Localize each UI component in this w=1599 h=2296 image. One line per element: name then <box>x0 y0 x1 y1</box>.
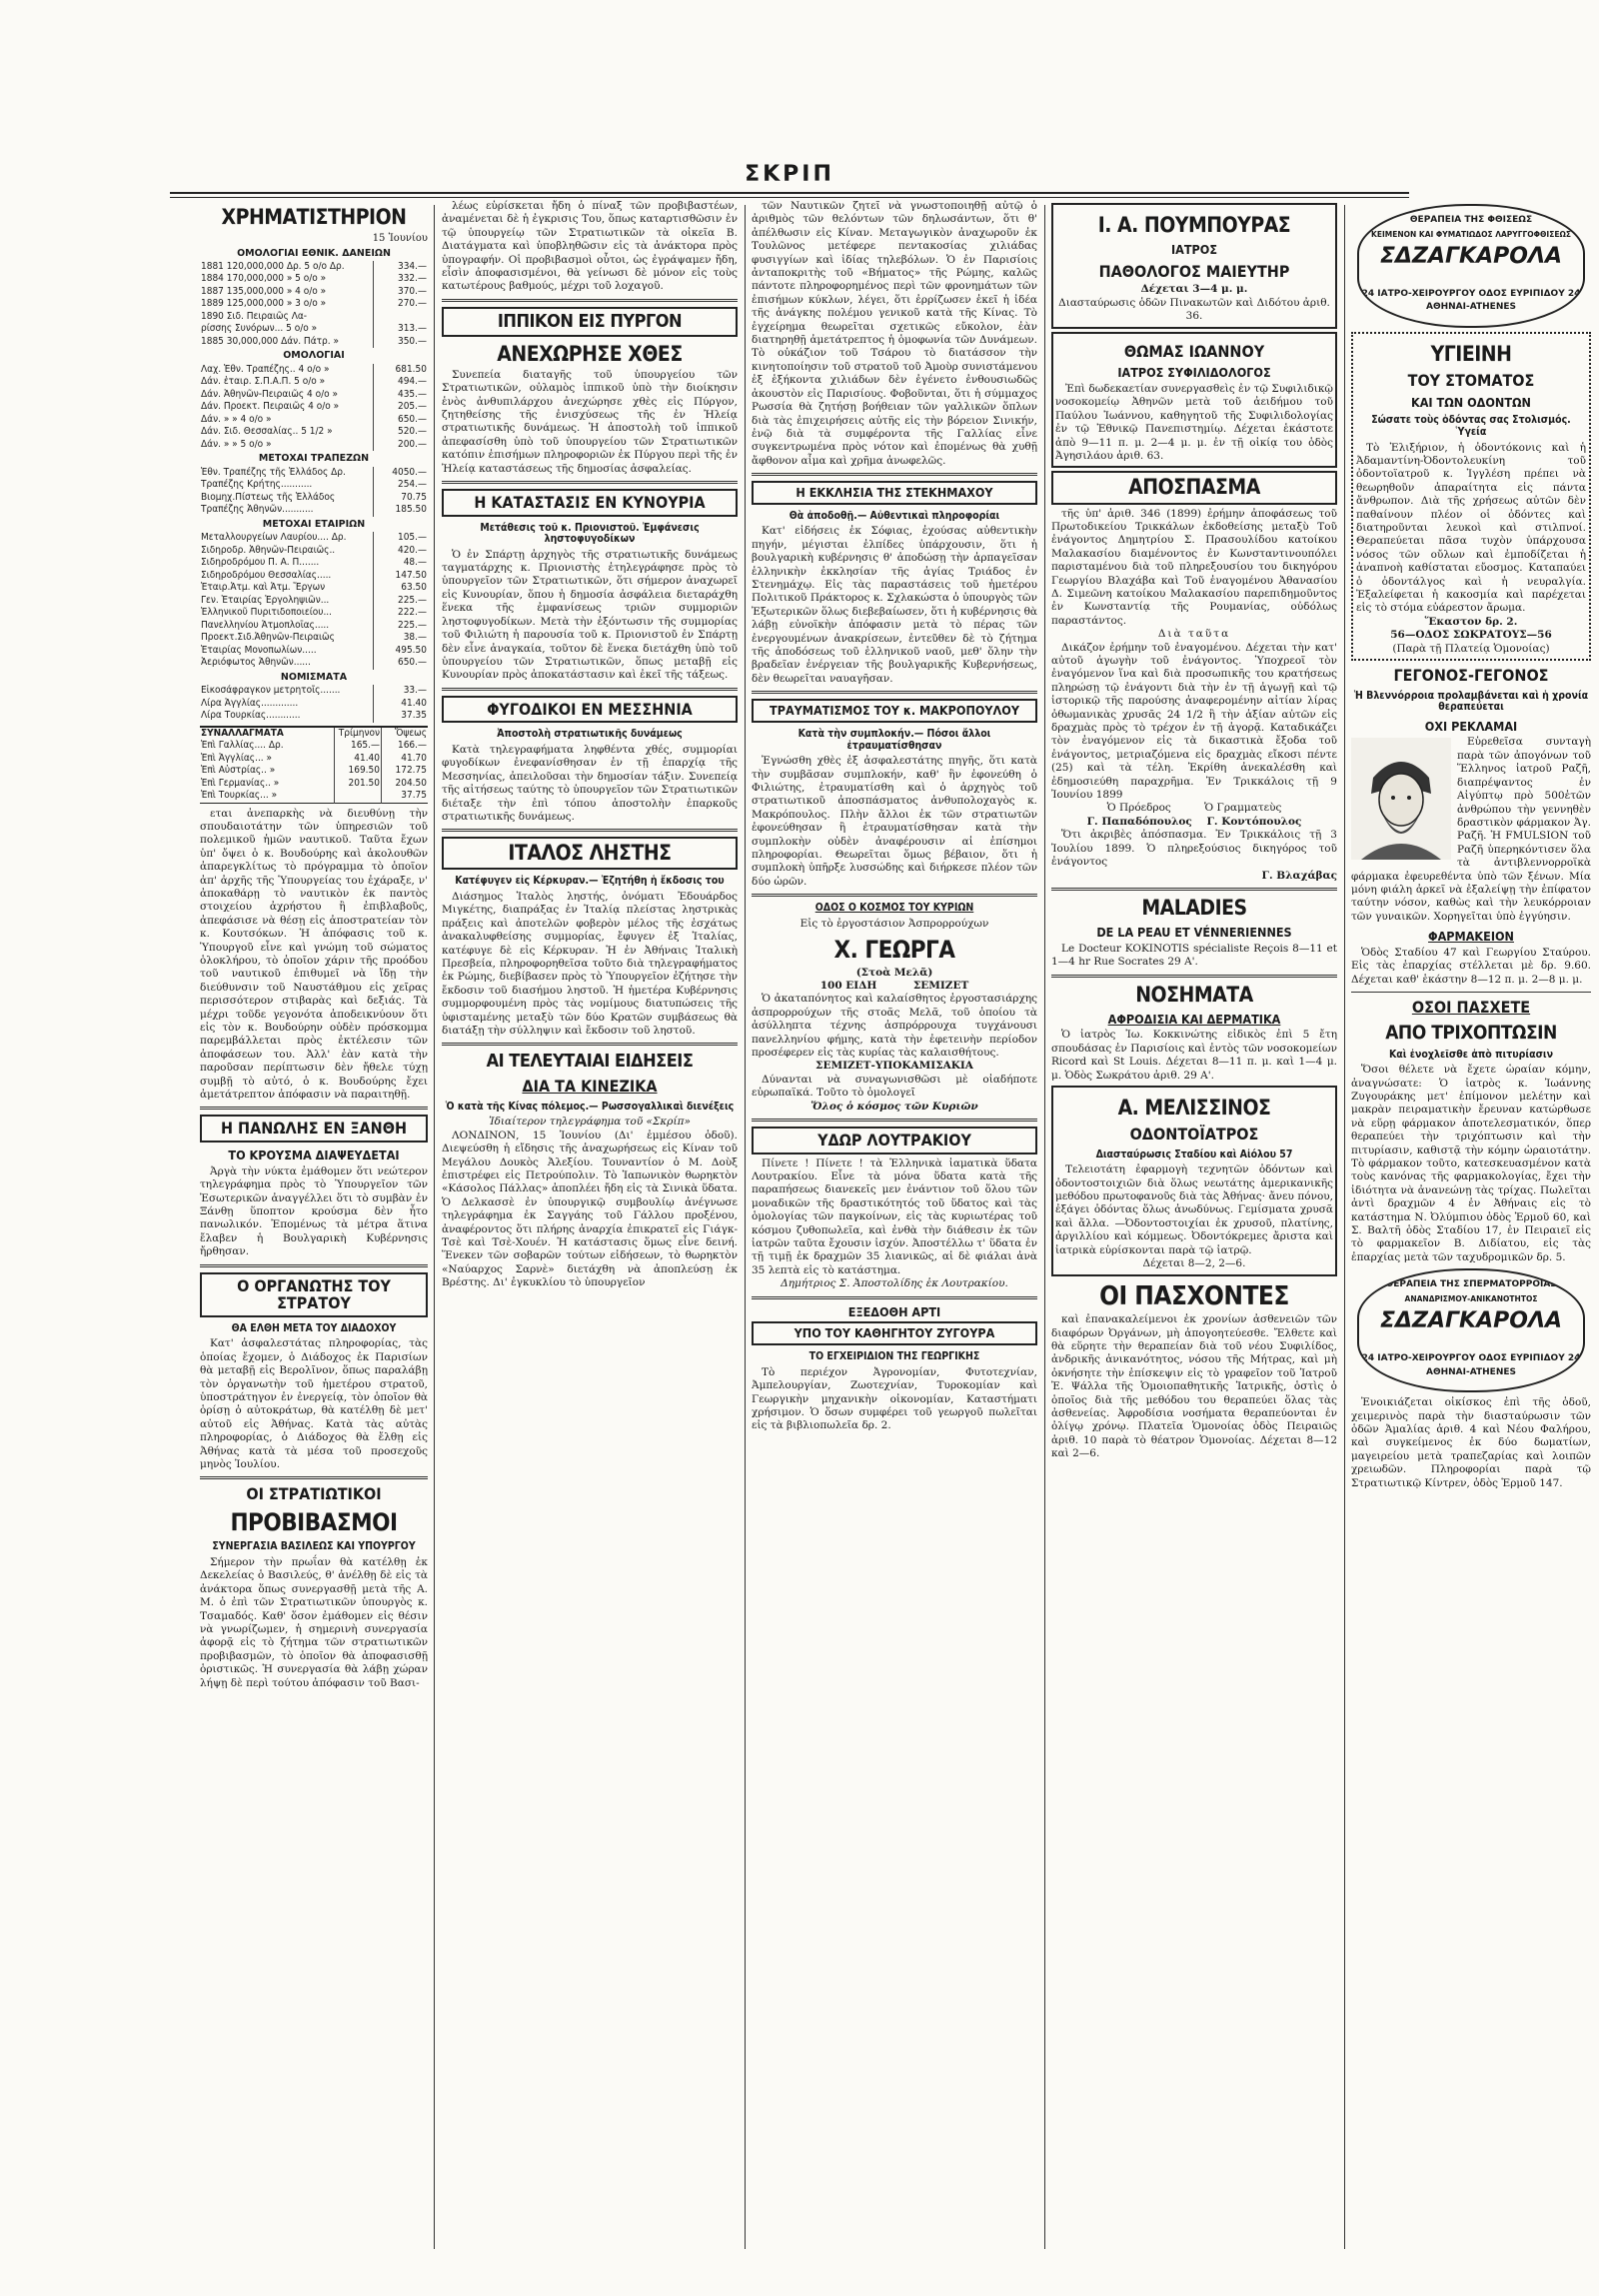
table-label: Τραπέζης Ἀθηνῶν........... <box>201 504 314 516</box>
georgas-text-2: Δύνανται νὰ συναγωνισθῶσι μὲ οἰαδήποτε εὐρωπαϊκά. Τοῦτο τὸ ὁμολογεῖ <box>752 1073 1037 1100</box>
water-text: Πίνετε ! Πίνετε ! τὰ Ἑλληνικὰ ἰαματικὰ ὕδατα Λουτρακίου. Εἶνε τὰ μόνα ὕδατα κατὰ τῆς παραπήσεως διανεκεῖς μεν ἐνάντιον τοῦ ὅλου τῶν μοναδικῶν τῆς δραστικότητός τοῦ ὕδατος καὶ τὰς ὁμολογίας τῶν παγκοίνων, εἰς τὰς κυριωτέρας τοῦ κόσμου ζυθοπωλεῖα, καὶ ἐνθὰ τὴν διάθεσιν ἐκ τῶν ἰατρῶν ταῦτα ἔχουσιν ἰσχύν. Ἀποστέλλω τ' ὕδατα ἐν τῇ τιμῇ ἐκ δραχμῶν 35 λιανικῶς, αἱ δὲ φιάλαι ἀνὰ 35 λεπτὰ εἰς τὸ κατάστημα. <box>752 1156 1037 1276</box>
table-row <box>200 286 428 299</box>
table-row <box>200 645 428 658</box>
table-label: Ἐπὶ Ἀγγλίας... » <box>201 752 273 764</box>
maladies-heading: MALADIES <box>1141 895 1247 920</box>
georgas-items: 100 ΕΙΔΗ ΣΕΜΙΖΕΤ <box>819 979 969 992</box>
table-row <box>200 632 428 645</box>
table-row <box>200 467 428 480</box>
hygiene-heading-3: ΚΑΙ ΤΩΝ ΟΔΟΝΤΩΝ <box>1411 394 1531 410</box>
italos-subheading: Κατέφυγεν εἰς Κέρκυραν.— Ἐζητήθη ἡ ἔκδοσις του <box>455 875 725 888</box>
doctor-1-name: Ι. Α. ΠΟΥΜΠΟΥΡΑΣ <box>1097 213 1291 237</box>
georgas-place: (Στοὰ Μελᾶ) <box>855 966 933 979</box>
table-value: 222.— <box>374 607 429 620</box>
table-label: Τραπέζης Κρήτης........... <box>201 479 313 491</box>
masthead <box>170 160 1409 200</box>
table-row <box>200 753 428 766</box>
extract-text: τῆς ὑπ' ἀριθ. 346 (1899) ἐρήμην ἀποφάσεως τοῦ Πρωτοδικείου Τρικκάλων ἐκδοθείσης μεταξὺ Τοῦ ἐνάγοντος Δημητρίου Σ. Πρασουλίδου κατοίκου Μαλακασίου διαμένοντος ἐν Κωνσταντινουπόλει παρισταμένου διὰ τοῦ πληρεξουσίου του δικηγόρου Γεωργίου Βλαχάβα καὶ Τοῦ ἐναγομένου Ἀθανασίου Δ. Σιμεῶνη κατοίκου Μαλακασίου παρεπιδημοῦντος ἐν Κωνσταντίᾳ τῆς Ρουμανίας, οὐδόλως παραστάντος. <box>1051 507 1337 627</box>
table-label: Ἑλληνικοῦ Πυριτιδοποιείου... <box>201 607 333 619</box>
companies-heading: ΜΕΤΟΧΑΙ ΕΤΑΙΡΙΩΝ <box>262 518 366 530</box>
fact-pharmacy: ΦΑΡΜΑΚΕΙΟΝ <box>1428 929 1514 945</box>
table-label: Λαχ. Ἐθν. Τραπέζης.. 4 ο/ο » <box>201 363 330 375</box>
published-subtitle: ΤΟ ΕΓΧΕΙΡΙΔΙΟΝ ΤΗΣ ΓΕΩΡΓΙΚΗΣ <box>808 1350 980 1363</box>
seal-2-sub: ΑΝΑΝΔΡΙΣΜΟΥ-ΑΝΙΚΑΝΟΤΗΤΟΣ <box>1404 1294 1538 1304</box>
published-text: Τὸ περιέχον Ἀγρονομίαν, Φυτοτεχνίαν, Ἀμπελουργίαν, Ζωοτεχνίαν, Τυροκομίαν καὶ Γεωργικὴν μηχανικὴν οἰκονομίαν, Καταστήματι χρήσιμον. Ὁ ὅσων συμφέρει τοῦ γεωργοῦ πωλεῖται εἰς τὰ βιβλιοπωλεῖα δρ. 2. <box>752 1365 1037 1432</box>
table-label: Βιομηχ.Πίστεως τῆς Ἑλλάδος <box>201 491 336 503</box>
messinia-heading: ΦΥΓΟΔΙΚΟΙ ΕΝ ΜΕΣΣΗΝΙΑ <box>442 696 738 724</box>
wound-heading: ΤΡΑΥΜΑΤΙΣΜΟΣ ΤΟΥ κ. ΜΑΚΡΟΠΟΥΛΟΥ <box>752 699 1037 723</box>
table-row <box>200 778 428 791</box>
table-value: 63.50 <box>374 582 429 595</box>
table-value: 41.70 <box>382 753 429 766</box>
table-value: 165.— <box>335 740 382 753</box>
church-heading: Η ΕΚΚΛΗΣΙΑ ΤΗΣ ΣΤΕΚΗΜΑΧΟΥ <box>752 481 1037 505</box>
hygiene-heading-2: ΤΟΥ ΣΤΟΜΑΤΟΣ <box>1407 371 1535 391</box>
table-row <box>200 426 428 439</box>
table-label: Δάν. Ἀθηνῶν-Πειραιῶς 4 ο/ο » <box>201 388 339 400</box>
extract-signature-1: Ὁ Πρόεδρος Ὁ Γραμματεὺς <box>1106 802 1282 815</box>
table-row <box>200 323 428 336</box>
table-value: 334.— <box>374 261 429 274</box>
column-divider <box>745 205 746 2249</box>
promotions-heading-1: ΟΙ ΣΤΡΑΤΙΩΤΙΚΟΙ <box>246 1484 382 1504</box>
extract-dia: Διὰ ταῦτα <box>1157 628 1231 641</box>
table-row <box>200 401 428 414</box>
dentist-ad <box>1051 1086 1337 1275</box>
extract-signature-2: Γ. Παπαδόπουλος Γ. Κοντόπουλος <box>1086 815 1302 828</box>
kynouria-heading: Η ΚΑΤΑΣΤΑΣΙΣ ΕΝ ΚΥΝΟΥΡΙΑ <box>442 489 738 517</box>
table-label: Δάν. Σιδ. Θεσσαλίας.. 5 1/2 » <box>201 426 333 438</box>
table-label: Λίρα Τουρκίας............ <box>201 710 301 722</box>
table-value: 313.— <box>374 323 429 336</box>
water-signature: Δημήτριος Σ. Ἀποστολίδης ἐκ Λουτρακίου. <box>781 1277 1008 1290</box>
extract-signature-3: Γ. Βλαχάβας <box>1261 869 1337 882</box>
table-label: 1885 30,000,000 Δάν. Πάτρ. » <box>201 335 339 347</box>
messinia-text: Κατὰ τηλεγραφήματα ληφθέντα χθές, συμμορίαι φυγοδίκων ἐνεφανίσθησαν ἐν τῇ ἐπαρχίᾳ τῆς Μεσσηνίας, ἀπειλοῦσαι τὴν δημοσίαν τάξιν. Συνεπείᾳ τῆς αἰτήσεως ταύτης τὸ ὑπουργεῖον τῶν Στρατιωτικῶν διέταξε τὴν ἐπὶ τόπου ἀποστολὴν ἐπαρκοῦς στρατιωτικῆς δυνάμεως. <box>442 743 738 823</box>
nosimata-subheading: ΑΦΡΟΔΙΣΙΑ ΚΑΙ ΔΕΡΜΑΤΙΚΑ <box>1107 1011 1281 1027</box>
table-value: 420.— <box>374 545 429 558</box>
table-row <box>200 790 428 803</box>
table-row <box>200 261 428 274</box>
pyrgos-text: Συνεπεία διαταγῆς τοῦ ὑπουργείου τῶν Στρατιωτικῶν, οὐλαμὸς ἱππικοῦ ὑπὸ τὴν διοίκησιν ἑνὸς ἀνθυπιλάρχου ἀνεχώρησε χθὲς εἰς Πύργον, ζητηθείσης τῆς ἐνισχύσεως τῆς ἐν Ἠλείᾳ στρατιωτικῆς δυνάμεως. Ἡ ἀποστολὴ τοῦ ἱππικοῦ ἀπεφασίσθη ὑπὸ τοῦ ὑπουργείου τῶν Στρατιωτικῶν κατόπιν ἐπισήμων πληροφοριῶν ἐκ Πύργου περὶ τῆς ἐν Ἠλείᾳ καταστάσεως τῆς δημοσίας ἀσφαλείας. <box>442 368 738 475</box>
masthead-title: ΣΚΡΙΠ <box>745 162 834 187</box>
table-value <box>374 311 429 324</box>
extract-text-2: Δικάζον ἐρήμην τοῦ ἐναγομένου. Δέχεται τὴν κατ' αὐτοῦ ἀγωγὴν τοῦ ἐνάγοντος. Ὑποχρεοῖ τὸν ἐναγόμενον ἵνα καὶ διὰ προσωπικῆς του κρατήσεως πληρώσῃ τῷ ἐνάγοντι διὰ τὴν ἐν τῇ ἀγωγῇ καὶ τῷ ἱστορικῷ τῆς παρούσης ἀναφερομένην αἰτίαν λίρας ὀθωμανικὰς χρυσᾶς 24 1/2 ἢ τὴν ἀξίαν αὐτῶν εἰς δραχμὰς πρὸς τὸ τρέχον ἐν τῇ ἀγορᾷ. Καταδικάζει τὸν ἐναγόμενον εἰς τὰ δικαστικὰ ἔξοδα τοῦ ἐνάγοντος, μετριαζόμενα εἰς δραχμὰς εἴκοσι πέντε (25) καὶ τὰ τέλη. Ἐκρίθη ἀνεκαλέσθη καὶ ἐδημοσιεύθη παραχρῆμα. Ἐν Τρικκάλοις τῇ 9 Ἰουνίου 1899 <box>1051 641 1337 802</box>
table-label: 1889 125,000,000 » 3 ο/ο » <box>201 298 327 310</box>
table-value: 33.— <box>374 685 429 698</box>
table-value: 4050.— <box>374 467 429 480</box>
dentist-title: ΟΔΟΝΤΟΪΑΤΡΟΣ <box>1129 1125 1259 1145</box>
seal-2-name: ΣΔΖΑΓΚΑΡΟΛΑ <box>1379 1308 1562 1334</box>
table-label: Ἑταιρ.Ἀτμ. καὶ Ἀτμ. Ἔργων <box>201 582 326 594</box>
table-value: 169.50 <box>335 765 382 778</box>
table-value: 105.— <box>374 532 429 545</box>
table-label: Δάν. ἑταιρ. Σ.Π.Α.Π. 5 ο/ο » <box>201 376 326 388</box>
kynouria-subheading: Μετάθεσις τοῦ κ. Πριονιστοῦ. Ἐμφάνεσις ληστοφυγοδίκων <box>480 521 700 546</box>
seal-2-bottom: 24 ΙΑΤΡΟ-ΧΕΙΡΟΥΡΓΟΥ ΟΔΟΣ ΕΥΡΙΠΙΔΟΥ 24 ΑΘΗΝΑΙ-ATHENES <box>1361 1353 1581 1377</box>
table-value: 147.50 <box>374 570 429 583</box>
doctor-1-address: Διασταύρωσις ὁδῶν Πινακωτῶν καὶ Διδότου ἀριθ. 36. <box>1058 296 1330 323</box>
doctor-1-hours: Δέχεται 3—4 μ. μ. <box>1140 283 1248 296</box>
pyrgos-heading-2: ΑΝΕΧΩΡΗΣΕ ΧΘΕΣ <box>497 341 683 366</box>
dentist-text: Τελειοτάτη ἐφαρμογὴ τεχνητῶν ὀδόντων καὶ ὀδοντοστοιχιῶν διὰ ὅλως νεωτάτης ἀμερικανικῆς μεθόδου πρωτοφανοῦς διὰ τὰς Ἀθήνας· ἄνευ πόνου, ἐξάγει ὀδόντας ὅλως ἀνωδύνως. Γεμίσματα χρυσᾶ καὶ ἄλλα. —Ὀδοντοστοιχίαι ἐκ χρυσοῦ, πλατίνης, ἀργιλλίου καὶ κόμμεως. Ὀδοντόκρεμες ἄριστα καὶ ἰατρικὰ εὑρίσκονται παρὰ τῷ ἰατρῷ. <box>1055 1163 1333 1256</box>
fact-no-ads: ΟΧΙ ΡΕΚΛΑΜΑΙ <box>1424 718 1518 734</box>
fact-heading: ΓΕΓΟΝΟΣ-ΓΕΓΟΝΟΣ <box>1393 666 1549 686</box>
exchange-header: Ὄψεως <box>382 727 429 741</box>
table-row <box>200 570 428 583</box>
georgas-top: ΟΔΟΣ Ο ΚΟΣΜΟΣ ΤΟΥ ΚΥΡΙΩΝ <box>814 902 974 915</box>
column-divider <box>434 205 435 2249</box>
column-2 <box>442 200 738 2254</box>
doctor-1-ad <box>1051 203 1337 329</box>
table-value: 225.— <box>374 595 429 608</box>
china-continued: τῶν Ναυτικῶν ζητεῖ νὰ γνωστοποιηθῇ αὐτῷ ὁ ἀριθμὸς τῶν θελόντων τῶν δηλωσάντων, ὅτι θ' ἀπέλθωσιν εἰς Κίναν. Μεταγωγικὸν ἀναχωροῦν ἐκ Τουλῶνος μετέφερε πεντακοσίας χιλιάδας φυσιγγίων καὶ ἱδίας τηλεβόλων. Ὁ ἐν Παρισίοις ἀνταποκριτὴς τοῦ «Βήματος» τῆς Ρώμης, καλῶς πάντοτε πληροφορημένος περὶ τῶν φρονημάτων τῶν ἐπισήμων κύκλων, λέγει, ὅτι ἐρρίζωσεν ἐκεῖ ἡ ἰδέα τῆς ἀνάγκης πολέμου γενικοῦ κατὰ τῆς Κίνας. Τὸ ἐγχείρημα θεωρεῖται σχετικῶς εὔκολον, ἐὰν διατηρηθῇ ἀμετάτρεπτος ἡ ὁμοφωνία τῶν Δυνάμεων. Τὸ οὐκάζιον τοῦ Τσάρου τὸ διατάσσον τὴν κινητοποίησιν τοῦ στρατοῦ τοῦ Ἀμοὺρ συνιστάμενου ἐξ ἑξήκοντα χιλιάδων δὲν ἐγένετο ἐνθουσιωδῶς ἀκουστὸν εἰς Παρισίους. Φοβοῦνται, ὅτι ἡ σύμμαχος Ρωσσία θὰ ζητήσῃ βοήθειαν τῶν γαλλικῶν ὅπλων διὰ τὰς ἐπιχειρήσεις αὐτῆς εἰς τὴν βόρειον Σινικήν, ἐνῷ διὰ τὰ συμφέροντα τῆς Γαλλίας εἶνε συγκεντρωμένα πρὸς νότον καὶ ἐπομένως θὰ χυθῇ ἄφθονον αἷμα καὶ χρῆμα ἀνωφελῶς. <box>752 200 1037 467</box>
published-heading: ΕΞΕΔΟΘΗ ΑΡΤΙ <box>847 1303 941 1319</box>
table-label: Προεκτ.Σιδ.Ἀθηνῶν-Πειραιῶς <box>201 632 335 644</box>
table-label: 1881 120,000,000 Δρ. 5 ο/ο Δρ. <box>201 260 345 272</box>
table-value: 650.— <box>374 657 429 670</box>
news-heading-1: ΑΙ ΤΕΛΕΥΤΑΙΑΙ ΕΙΔΗΣΕΙΣ <box>486 1051 694 1073</box>
table-row <box>200 740 428 753</box>
zagkarola-seal-1 <box>1357 204 1585 328</box>
table-label: Πανελληνίου Ἀτμοπλοΐας..... <box>201 619 330 631</box>
table-row <box>200 298 428 311</box>
table-label: Ἐπὶ Γερμανίας.. » <box>201 777 280 789</box>
table-label: Γεν. Ἑταιρίας Ἐργοληψιῶν... <box>201 594 330 606</box>
bourse-date: 15 Ἰουνίου <box>372 233 428 245</box>
hair-subheading: Καὶ ἐνοχλεῖσθε ἀπὸ πιτυρίασιν <box>1388 1048 1554 1061</box>
hair-heading-2: ΑΠΟ ΤΡΙΧΟΠΤΩΣΙΝ <box>1385 1021 1557 1044</box>
table-value: 435.— <box>374 389 429 402</box>
table-label: Μεταλλουργείων Λαυρίου.... Δρ. <box>201 532 347 544</box>
column-divider <box>1044 205 1045 2249</box>
table-row <box>200 698 428 711</box>
extract-heading: ΑΠΟΣΠΑΣΜΑ <box>1051 471 1337 504</box>
table-value: 350.— <box>374 336 429 349</box>
army-subheading: ΘΑ ΕΛΘΗ ΜΕΤΑ ΤΟΥ ΔΙΑΔΟΧΟΥ <box>231 1321 397 1334</box>
column-3 <box>752 200 1037 2254</box>
table-row <box>200 532 428 545</box>
table-label: Δάν. » » 4 ο/ο » <box>201 413 272 425</box>
table-label: ρίσσης Συνόρων... 5 ο/ο » <box>201 323 318 335</box>
dentist-name: Α. ΜΕΛΙΣΣΙΝΟΣ <box>1117 1096 1271 1121</box>
table-label: 1890 Σιδ. Πειραιῶς Λα- <box>201 310 308 322</box>
table-row <box>200 557 428 570</box>
messinia-subheading: Ἀποστολὴ στρατιωτικῆς δυνάμεως <box>497 728 683 741</box>
fact-address: Ὁδὸς Σταδίου 47 καὶ Γεωργίου Σταύρου. Εἰς τὰς ἐπαρχίας στέλλεται μὲ δρ. 9.60. Δέχεται καθ' ἑκάστην 8—12 π. μ. 2—8 μ. μ. <box>1351 946 1591 986</box>
xanthi-text: Ἀργὰ τὴν νύκτα ἐμάθομεν ὅτι νεώτερον τηλεγράφημα πρὸς τὸ Ὑπουργεῖον τῶν Ἐσωτερικῶν ἀναγγέλλει ὅτι τὸ συμβὰν ἐν Ξάνθῃ ὕποπτον κρούσμα δὲν ἦτο πανωλικόν. Ἐπομένως τὰ μέτρα ἅτινα ἔλαβεν ἡ Βουλγαρικὴ Κυβέρνησις ἤρθησαν. <box>200 1164 428 1258</box>
church-text: Κατ' εἰδήσεις ἐκ Σόφιας, ἐχούσας αὐθεντικὴν πηγήν, μέγισται ἐλπίδες ὑπάρχουσιν, ὅτι ἡ βουλγαρικὴ κυβέρνησις θ' ἀποδώσῃ τὴν ἁρπαγεῖσαν ἑλληνικὴν ἐκκλησίαν τῆς ἁγίας Τριάδος ἐν Στενημάχῳ. Εἰς τὰς παραστάσεις τοῦ ἡμετέρου Πολιτικοῦ Πράκτορος κ. Σχλακώστα ὁ ὑπουργὸς τῶν Ἐξωτερικῶν ὅλως διεβεβαίωσεν, ὅτι ἡ κυβέρνησις θὰ λάβῃ εὐνοϊκὴν ἀπόφασιν μετὰ τὸ πέρας τῶν ἐνεργουμένων ἀνακρίσεων, ἐντεῦθεν δὲ τὸ ζήτημα τῆς ἀποδόσεως τοῦ ἑλληνικοῦ ναοῦ, μεθ' ὅλην τὴν βραδεῖαν ἐνέργειαν τῆς βουλγαρικῆς Κυβερνήσεως, δὲν θεωρεῖται ναυαγῆσαν. <box>752 525 1037 685</box>
table-row <box>200 685 428 698</box>
dentist-address: Διασταύρωσις Σταδίου καὶ Αἰόλου 57 <box>1095 1148 1293 1160</box>
banks-heading: ΜΕΤΟΧΑΙ ΤΡΑΠΕΖΩΝ <box>258 453 370 465</box>
doctor-2-title: ΙΑΤΡΟΣ ΣΥΦΙΛΙΔΟΛΟΓΟΣ <box>1117 365 1271 381</box>
army-text: Κατ' ἀσφαλεστάτας πληροφορίας, τὰς ὁποίας ἔχομεν, ὁ Διάδοχος ἐκ Παρισίων θὰ μεταβῇ εἰς Βερολῖνον, ὅπως παραλάβῃ τὸν ὀργανωτὴν τοῦ ἡμετέρου στρατοῦ, ὑποστράτηγον ἐν ἐνεργείᾳ, τὸν ὁποῖον θὰ ὁρίσῃ ὁ αὐτοκράτωρ, θὰ κατέλθῃ δὲ μετ' αὐτοῦ εἰς Ἀθήνας. Κατὰ τὰς αὐτὰς πληροφορίας, ὁ Διάδοχος θὰ ἔλθῃ εἰς Ἀθήνας κατὰ τὰ μέσα τοῦ προσεχοῦς μηνὸς Ἰουλίου. <box>200 1337 428 1471</box>
news-heading-2: ΔΙΑ ΤΑ ΚΙΝΕΖΙΚΑ <box>522 1077 658 1097</box>
kynouria-text: Ὁ ἐν Σπάρτῃ ἀρχηγὸς τῆς στρατιωτικῆς δυνάμεως ταγματάρχης κ. Πριονιστὴς ἐτηλεγράφησε πρὸς τὸ ὑπουργεῖον τῶν Στρατιωτικῶν, ὅτι σήμερον ἀναχωρεῖ εἰς Κυνουρίαν, ὅπου ἡ δημοσία ἀσφάλεια διεταράχθη ἕνεκα τῆς ἐμφανίσεως τριῶν συμμοριῶν ληστοφυγοδίκων. Μετὰ τὴν ἐξόντωσιν τῆς συμμορίας τοῦ Φιλιώτη ἡ παρουσία τοῦ κ. Πριονιστοῦ ἐν Σπάρτῃ δὲν εἶνε ἀναγκαία, τοῦτον δὲ ἕνεκα διετάχθη ὑπὸ τοῦ ὑπουργείου τῶν Στρατιωτικῶν, ὅπως μεταβῇ εἰς Κυνουρίαν πρὸς ἀποκατάστασιν καὶ ἐκεῖ τῆς τάξεως. <box>442 548 738 682</box>
table-row <box>200 582 428 595</box>
table-value: 200.— <box>374 439 429 452</box>
table-row <box>200 389 428 402</box>
table-value: 37.35 <box>374 710 429 723</box>
bourse-heading: ΧΡΗΜΑΤΙΣΤΗΡΙΟΝ <box>221 205 407 229</box>
news-text: ΛΟΝΔΙΝΟΝ, 15 Ἰουνίου (Δι' ἐμμέσου ὁδοῦ). Διεψεύσθη ἡ εἴδησις τῆς ἀναχωρήσεως εἰς Κίναν τοῦ Μεγάλου Δουκὸς Ἀλεξίου. Τουναντίον ὁ Μ. Δοὺξ ἐπιστρέφει εἰς Πετρούπολιν. Τὸ Ἰαπωνικὸν θωρηκτὸν «Κάσολος Πάλλας» ἀποπλέει ἤδη εἰς τὰ Σινικὰ ὕδατα. Ὁ Δελκασσὲ ἐν ὑπουργικῷ συμβουλίῳ ἀνέγνωσε τηλεγράφημα ἐκ Σαγγάης τοῦ Γάλλου προξένου, ἀναφέροντος ὅτι πλήρης ἀναρχία ἐπικρατεῖ εἰς Γιάγκ-Τσὲ καὶ Τσὲ-Χουέν. Ἡ κατάστασις ὅμως εἶνε δεινή. Ἕνεκεν τῶν σοβαρῶν τούτων εἰδήσεων, τὸ θωρηκτὸν «Ναύαρχος Σαρνὲ» διετάχθη νὰ ἀποπλεύσῃ ἐκ Βρέστης. Δι' ἐγκυκλίου τὸ ὑπουργεῖον <box>442 1129 738 1289</box>
table-label: Λίρα Ἀγγλίας............. <box>201 697 299 709</box>
table-value: 41.40 <box>335 753 382 766</box>
table-value: 520.— <box>374 426 429 439</box>
table-value: 38.— <box>374 632 429 645</box>
table-label: Δάν. Προεκτ. Πειραιῶς 4 ο/ο » <box>201 401 340 413</box>
article-navy: εται ἀνεπαρκὴς νὰ διευθύνῃ τὴν σπουδαιοτάτην τῶν ὑπηρεσιῶν τοῦ πολεμικοῦ ἡμῶν ναυτικοῦ. Ταῦτα ἔχων ὑπ' ὄψει ὁ κ. Βουδούρης καὶ ἀκολουθῶν ἀπαρεγκλίτως τὸ πρόγραμμα τὸ ὁποῖον ἀπ' ἀρχῆς τῆς Ὑπουργείας του ἐχάραξε, ν' ἀποκαθάρῃ τὸ ναυτικὸν ἐκ παντὸς στοιχείου ἀχρήστου ἢ ἐπιβλαβοῦς, ἀπεφάσισε νὰ θέσῃ εἰς ἀποστρατείαν τὸν κ. Κουτσόκων. Ἡ ἀπόφασις τοῦ κ. Ὑπουργοῦ εἶνε καὶ γνώμη τοῦ σώματος ὁλοκλήρου, τὸ ὁποῖον χάριν τῆς προόδου τοῦ ναυτικοῦ ἐπιθυμεῖ νὰ ἴδῃ τὴν διεύθυνσιν τοῦ Ναυστάθμου εἰς χεῖρας περισσότερον στιβαρὰς καὶ δεξιάς. Τὰ μέχρι τοῦδε γεγονότα ἀποδεικνύουν ὅτι εἰς τὸν κ. Βουδούρην οὐδὲν πρόσκομμα παρεμβάλλεται πρὸς ἐκτέλεσιν τῶν ἀποφάσεων του. Ἀλλ' ἐὰν κατὰ τὴν παροῦσαν περίπτωσιν δὲν ἤθελε τύχῃ συμβῇ τὸ αὐτό, ὁ κ. Βουδούρης ἔχει ἀμετάτρεπτον ἀπόφασιν νὰ παραιτηθῇ. <box>200 807 428 1102</box>
column-4 <box>1051 200 1337 2254</box>
table-row <box>200 765 428 778</box>
table-value: 495.50 <box>374 645 429 658</box>
italos-heading: ΙΤΑΛΟΣ ΛΗΣΤΗΣ <box>442 837 738 870</box>
table-label: Δάν. » » 5 ο/ο » <box>201 438 272 450</box>
column-5 <box>1351 200 1591 2254</box>
table-value: 37.75 <box>382 790 429 803</box>
hair-heading-1: ΟΣΟΙ ΠΑΣΧΕΤΕ <box>1411 998 1531 1018</box>
doctor-1-specialty: ΠΑΘΟΛΟΓΟΣ ΜΑΙΕΥΤΗΡ <box>1098 261 1290 281</box>
table-row <box>200 311 428 324</box>
news-subheading: Ὁ κατὰ τῆς Κίνας πόλεμος.— Ρωσσογαλλικαὶ διενέξεις <box>445 1100 735 1113</box>
hygiene-heading-1: ΥΓΙΕΙΝΗ <box>1430 342 1512 366</box>
doctor-1-title: ΙΑΤΡΟΣ <box>1170 242 1218 258</box>
obligations-heading: ΟΜΟΛΟΓΙΑΙ <box>283 350 345 362</box>
hygiene-address: 56—ΟΔΟΣ ΣΩΚΡΑΤΟΥΣ—56 <box>1390 629 1552 642</box>
table-label: Σιδηροδρ. Ἀθηνῶν-Πειραιῶς.. <box>201 544 336 556</box>
table-label: Ἐπὶ Γαλλίας.... Δρ. <box>201 740 284 752</box>
table-label: Ἑταιρίας Μονοπωλίων..... <box>201 644 317 656</box>
exchange-header: Τρίμηνον <box>335 727 382 741</box>
zagkarola-seal-2 <box>1357 1268 1585 1392</box>
coins-heading: ΝΟΜΙΣΜΑΤΑ <box>280 671 348 683</box>
table-row <box>200 492 428 505</box>
water-heading: ΥΔΩΡ ΛΟΥΤΡΑΚΙΟΥ <box>752 1127 1037 1154</box>
fact-subheading: Ἡ Βλεννόρροια προλαμβάνεται καὶ ἡ χρονία θεραπεύεται <box>1353 689 1589 714</box>
nosimata-text: Ὁ ἰατρὸς Ἰω. Κοκκινώτης εἰδικὸς ἐπὶ 5 ἔτη σπουδάσας ἐν Παρισίοις καὶ ἐντὸς τῶν νοσοκομείων Ricord καὶ St Louis. Δέχεται 8—11 π. μ. καὶ 1—4 μ. μ. Ὁδὸς Σωκράτου ἀριθ. 29 Α'. <box>1051 1029 1337 1082</box>
seal-1-sub: ΚΕΙΜΕΝΟΝ ΚΑΙ ΦΥΜΑΤΙΩΔΟΣ ΛΑΡΥΓΓΟΦΘΙΣΕΩΣ <box>1371 230 1571 239</box>
hygiene-text: Τὸ Ἐλιξήριον, ἡ ὀδοντόκονις καὶ ἡ Ἀδαμαντίνη-Ὀδοντολευκίνη τοῦ ὀδοντοϊατροῦ κ. Ἰγγλέση πρέπει νὰ θεωρηθοῦν ἀπαραίτητα εἰς πάντα ἄνθρωπον. Διὰ τῆς χρήσεως αὐτῶν δὲν παθαίνουν πλέον οἱ ὀδόντες καὶ διατηροῦνται λευκοὶ καὶ στιλπνοί. Θεραπεύεται πᾶσα τυχὸν ὑπάρχουσα νόσος τῶν οὔλων καὶ ἐμποδίζεται ἡ ἀναπνοὴ καθίσταται εὔοσμος. Καταπαύει ὁ ὀδοντάλγος καὶ ἡ νευραλγία. Ἐξαλείφεται ἡ κακοσμία καὶ παρέχεται εἰς τὸ στόμα εὐάρεστον ἄρωμα. <box>1356 441 1586 615</box>
table-row <box>200 439 428 452</box>
table-value: 204.50 <box>382 778 429 791</box>
georgas-line: Εἰς τὸ ἐργοστάσιον Ἀσπρορρούχων <box>800 917 989 930</box>
table-value: 494.— <box>374 376 429 389</box>
rental-text: Ἐνοικιάζεται οἰκίσκος ἐπὶ τῆς ὁδοῦ, χειμερινὸς παρὰ τὴν διασταύρωσιν τῶν ὁδῶν Ἀμαλίας ἀριθ. 4 καὶ Νέου Φαλήρου, καὶ συγκείμενος ἐκ δύο δωματίων, μαγειρείου μετὰ τραπεζαρίας καὶ λοιπῶν χρειωδῶν. Πληροφορίαι παρὰ τῷ Στρατιωτικῷ Κίντρεν, ὁδὸς Ἑρμοῦ 147. <box>1351 1396 1591 1489</box>
table-value: 270.— <box>374 298 429 311</box>
extract-text-3: Ὅτι ἀκριβὲς ἀπόσπασμα. Ἐν Τρικκάλοις τῇ 3 Ἰουλίου 1899. Ὁ πληρεξούσιος δικηγόρος τοῦ ἐνάγοντος <box>1051 829 1337 869</box>
army-heading: Ο ΟΡΓΑΝΩΤΗΣ ΤΟΥ ΣΤΡΑΤΟΥ <box>200 1272 428 1317</box>
pyrgos-heading: ΙΠΠΙΚΟΝ ΕΙΣ ΠΥΡΓΟΝ <box>442 307 738 337</box>
table-row <box>200 545 428 558</box>
banks-table <box>200 467 428 517</box>
exchange-table <box>200 726 428 804</box>
table-value: 681.50 <box>374 364 429 377</box>
table-label: Ἐπὶ Τουρκίας... » <box>201 790 278 802</box>
sufferers-text: καὶ ἐπανακαλείμενοι ἐκ χρονίων ἀσθενειῶν τῶν διαφόρων Ὀργάνων, μὴ ἀπογοητεύεσθε. Ἔλθετε καὶ θὰ εὕρητε τὴν θεραπείαν διὰ τοῦ νέου Συφιλίδος, ἀνδρικῆς ἀνικανότητος, νόσου τῆς Μήτρας, καὶ μὴ ὀκνήσητε τὴν ἐπίσκεψιν εἰς τὸ γραφεῖον τοῦ Ἰατροῦ Ἐ. Ψάλλα τῆς Ὁμοιοπαθητικῆς Ἰατρικῆς, ὁστὶς ὁ ὁποῖος διὰ τῆς μεθόδου του θεραπεύει ὅλας τὰς ἀσθενείας. Ἀφροδίσια νοσήματα θεραπεύονται ἐν ὀλίγῳ χρόνῳ. Πλατεῖα Ὁμονοίας ὁδὸς Πειραιῶς ἀριθ. 10 παρὰ τὸ θέατρον Ὁμονοίας. Δέχεται 8—12 καὶ 2—6. <box>1051 1313 1337 1460</box>
sufferers-heading: ΟΙ ΠΑΣΧΟΝΤΕΣ <box>1099 1280 1289 1311</box>
table-value: 650.— <box>374 414 429 427</box>
xanthi-heading: Η ΠΑΝΩΛΗΣ ΕΝ ΞΑΝΘΗ <box>200 1115 428 1143</box>
hygiene-subheading: Σώσατε τοὺς ὀδόντας σας Στολισμός. Ὑγεία <box>1371 414 1571 438</box>
published-title: ΥΠΟ ΤΟΥ ΚΑΘΗΓΗΤΟΥ ΖΥΓΟΥΡΑ <box>752 1321 1037 1345</box>
companies-table <box>200 532 428 670</box>
table-label: Εἰκοσάφραγκον μετρητοῖς....... <box>201 685 341 697</box>
doctor-2-name: ΘΩΜΑΣ ΙΩΑΝΝΟΥ <box>1123 341 1265 361</box>
table-row <box>200 657 428 670</box>
news-lead: Ἰδιαίτερον τηλεγράφημα τοῦ «Σκρίπ» <box>489 1116 691 1129</box>
table-label: Ἐθν. Τραπέζης τῆς Ἑλλάδος Δρ. <box>201 466 346 478</box>
maladies-text: Le Docteur KOKINOTIS spécialiste Reçois 8—11 et 1—4 hr Rue Socrates 29 A'. <box>1051 942 1337 969</box>
seal-1-bottom: 24 ΙΑΤΡΟ-ΧΕΙΡΟΥΡΓΟΥ ΟΔΟΣ ΕΥΡΙΠΙΔΟΥ 24 ΑΘΗΝΑΙ-ATHENES <box>1361 289 1581 313</box>
loans-table <box>200 261 428 349</box>
table-label: 1884 170,000,000 » 5 ο/ο » <box>201 273 327 285</box>
table-value: 172.75 <box>382 765 429 778</box>
table-row <box>200 710 428 723</box>
column-1 <box>200 200 428 2254</box>
table-row <box>200 376 428 389</box>
hygiene-ad <box>1351 332 1591 661</box>
table-value: 370.— <box>374 286 429 299</box>
exchange-header: ΣΥΝΑΛΛΑΓΜΑΤΑ <box>201 727 284 739</box>
promotions-text: Σήμερον τὴν πρωΐαν θὰ κατέλθῃ ἐκ Δεκελείας ὁ Βασιλεύς, θ' ἀνέλθῃ δὲ εἰς τὰ ἀνάκτορα ὅπως συνεργασθῇ μετὰ τῆς Α. Μ. ὁ ἐπὶ τῶν Στρατιωτικῶν ὑπουργὸς κ. Τσαμαδός. Καθ' ὅσον ἐμάθομεν εἰς θέσιν νὰ γνωρίζωμεν, ἡ σημερινὴ συνεργασία ἀφορᾷ εἰς τὸ ζήτημα τῶν στρατιωτικῶν προβιβασμῶν, τὸ ὁποῖον θὰ ἀποφασισθῇ ὁριστικῶς. Ἡ συνεργασία θὰ λάβῃ χώραν λήψῃ δὲ περὶ τούτου ἀπόφασιν τοῦ Βασι- <box>200 1555 428 1689</box>
table-label: Σιδηροδρόμου Θεσσαλίας..... <box>201 569 332 581</box>
table-label: Ἐπὶ Αὐστρίας.. » <box>201 765 276 777</box>
promotions-heading-2: ΠΡΟΒΙΒΑΣΜΟΙ <box>230 1508 398 1537</box>
nosimata-heading: ΝΟΣΗΜΑΤΑ <box>1135 982 1253 1007</box>
promotions-subheading: ΣΥΝΕΡΓΑΣΙΑ ΒΑΣΙΛΕΩΣ ΚΑΙ ΥΠΟΥΡΓΟΥ <box>212 1540 416 1553</box>
seal-1-name: ΣΔΖΑΓΚΑΡΟΛΑ <box>1379 244 1562 269</box>
maladies-subheading: DE LA PEAU ET VÉNNERIENNES <box>1096 925 1292 940</box>
hygiene-price: Ἕκαστον δρ. 2. <box>1424 615 1518 628</box>
georgas-sem: ΣΕΜΙΖΕΤ-ΥΠΟΚΑΜΙΣΑΚΙΑ <box>815 1060 973 1073</box>
promotions-continued: λέως εὑρίσκεται ἤδη ὁ πίναξ τῶν προβιβαστέων, ἀναμένεται δὲ ἡ ἐγκρισις Του, ὅπως καταρτισθῶσιν ἐν τῷ ὑπουργείῳ τῶν Στρατιωτικῶν τὰ οἰκεῖα Β. Διατάγματα καὶ ὑποβληθῶσιν εἰς τὰ ἀνάκτορα πρὸς ὑπογραφήν. Οἱ προβιβασμοὶ οὗτοι, ὡς ἐγράψαμεν ἤδη, εἶσὶν ἀποφασισμένοι, θὰ γείνωσι δὲ μόνον εἰς τοὺς κατωτέρους βαθμούς, μέχρι τοῦ λοχαγοῦ. <box>442 200 738 293</box>
hair-text: Ὅσοι θέλετε νὰ ἔχετε ὡραίαν κόμην, ἀναγνώσατε: Ὁ ἰατρὸς κ. Ἰωάννης Ζυγουράκης μετ' ἐπίμονον μελέτην καὶ μακρὰν πειραματικὴν ἔρευναν κατώρθωσε νὰ εὕρῃ φάρμακον ἀποτελεσματικόν, ὅπερ θεραπεύει τὴν τριχόπτωσιν καὶ τὴν πιτυρίασιν, καθιστᾷ τὴν κόμην ὡραιοτάτην. Τὸ φάρμακον τοῦτο, κατεσκευασμένον κατὰ τοὺς κανόνας τῆς φαρμακολογίας, ἔχει τὴν ἰδιότητα νὰ ἀνανεώνῃ τὰς τρίχας. Πωλεῖται ἀντὶ δραχμῶν 4 ἐν Ἀθήναις εἰς τὸ κατάστημα Ν. Ὀλύμπιου ὁδὸς Ἑρμοῦ 60, καὶ Σ. Βαλτῆ ὁδὸς Σταδίου 17, ἐν Πειραιεῖ εἰς τὸ φαρμακεῖον Β. Διδίατου, εἰς τὰς ἐπαρχίας μετὰ τῶν ταχυδρομικῶν δρ. 5. <box>1351 1064 1591 1263</box>
hygiene-address-2: (Παρὰ τῇ Πλατείᾳ Ὁμονοίας) <box>1392 642 1550 655</box>
church-subheading: Θὰ ἀποδοθῇ.— Αὐθεντικαὶ πληροφορίαι <box>789 509 1000 522</box>
coins-table <box>200 685 428 723</box>
wound-subheading: Κατὰ τὴν συμπλοκήν.— Πόσοι ἄλλοι ἐτραυματίσθησαν <box>798 728 991 752</box>
table-value: 201.50 <box>335 778 382 791</box>
table-value: 41.40 <box>374 698 429 711</box>
table-value: 185.50 <box>374 504 429 517</box>
table-row <box>200 607 428 620</box>
table-row <box>200 336 428 349</box>
xanthi-subheading: ΤΟ ΚΡΟΥΣΜΑ ΔΙΑΨΕΥΔΕΤΑΙ <box>228 1148 400 1163</box>
table-row <box>200 364 428 377</box>
table-value: 166.— <box>382 740 429 753</box>
italos-text: Διάσημος Ἰταλὸς ληστής, ὀνόματι Ἐδουάρδος Μιγκέτης, διαπράξας ἐν Ἰταλίᾳ πλείστας ληστρικὰς πράξεις καὶ ἀποτελῶν φοβερὸν μέλος τῆς ἐσχάτως ἀνακαλυφθείσης συμμορίας, ἔφυγεν ἐξ Ἰταλίας, κατέφυγε δὲ εἰς Κέρκυραν. Ἡ ἐν Ἀθήναις Ἰταλικὴ Πρεσβεία, πληροφορηθεῖσα τοῦτο διὰ τηλεγραφήματος ἐκ Ρώμης, διεβίβασεν πρὸς τὸ Ὑπουργεῖον ἐζήτησε τὴν ἔκδοσιν τοῦ διασήμου ληστοῦ. Ἡ ἡμετέρα Κυβέρνησις συμμορφουμένη πρὸς τὰς νομίμους διατυπώσεις τῆς ὑφισταμένης μεταξὺ τῶν δύο Κρατῶν συμβάσεως θὰ διατάξῃ τὴν σύλληψιν καὶ ἔκδοσιν τοῦ ληστοῦ. <box>442 890 738 1038</box>
georgas-end: Ὅλος ὁ κόσμος τῶν Κυριῶν <box>810 1100 978 1113</box>
table-row <box>200 620 428 633</box>
column-divider <box>1344 205 1345 2249</box>
table-row <box>200 504 428 517</box>
table-value <box>335 790 382 803</box>
masthead-rule <box>170 192 1409 198</box>
obligations-table <box>200 364 428 452</box>
table-value: 70.75 <box>374 492 429 505</box>
wound-text: Ἐγνώσθη χθὲς ἐξ ἀσφαλεστάτης πηγῆς, ὅτι κατὰ τὴν συμβᾶσαν συμπλοκήν, καθ' ἣν ἐφονεύθη ὁ Φιλιώτης, ἐτραυματίσθη καὶ ὁ ἀρχηγὸς τοῦ στρατιωτικοῦ ἀποσπάσματος ἀνθυπολοχαγὸς κ. Μακρόπουλος. Πλὴν ἄλλοι ἐκ τῶν στρατιωτῶν ἐφονεύθησαν ἢ ἐτραυματίσθησαν κατὰ τὴν συμπλοκὴν οὐδὲν ἀναφέρουσιν αἱ ἐπίσημοι πληροφορίαι. Θεωρεῖται ὅμως βέβαιον, ὅτι ἡ συμπλοκὴ ὑπῆρξε λυσσώδης καὶ διήρκεσε πλέον τῶν δύο ὡρῶν. <box>752 755 1037 888</box>
seal-1-top: ΘΕΡΑΠΕΙΑ ΤΗΣ ΦΘΙΣΕΩΣ <box>1409 215 1533 225</box>
fact-text: Εὑρεθεῖσα συνταγὴ παρὰ τῶν ἀπογόνων τοῦ Ἕλληνος ἰατροῦ Ραζῆ, διαπρέψαντος ἐν Αἰγύπτῳ πρὸ 500ἐτῶν ἀνθρώπου τὴν γεννηθὲν δραστικὸν φάρμακον Ἀγ. Ραζῆ. Ἡ FMULSION τοῦ Ραζῆ ὑπερηκόντισεν ὅλα τὰ ἀντιβλεννορροϊκὰ φάρμακα ἐφευρεθέντα ὑπὸ τῶν ξένων. Μία μόνη φιάλη ἀρκεῖ νὰ ἐξαλείψῃ τὴν ἐπίφατον ταύτην νόσον, καθὼς καὶ τὴν λευκόρροιαν τῶν γυναικῶν. Χορηγεῖται ὑπὸ ἐγγύησιν. <box>1351 736 1591 923</box>
table-value: 48.— <box>374 557 429 570</box>
table-row <box>200 595 428 608</box>
doctor-2-text: Ἐπὶ δωδεκαετίαν συνεργασθεὶς ἐν τῷ Συφιλιδικῷ νοσοκομείῳ Ἀθηνῶν μετὰ τοῦ ἀειδήμου τοῦ Παύλου Ἰωάννου, καθηγητοῦ τῆς Συφιλιδολογίας ἐν τῷ Ἐθνικῷ Πανεπιστημίῳ. Δέχεται ἑκάστοτε ἀπὸ 9—11 π. μ. 2—4 μ. μ. ἐν τῇ οἰκίᾳ του ὁδὸς Ἀγησιλάου ἀριθ. 63. <box>1055 383 1333 463</box>
table-row <box>200 414 428 427</box>
table-value: 332.— <box>374 273 429 286</box>
table-label: 1887 135,000,000 » 4 ο/ο » <box>201 285 327 297</box>
georgas-text: Ὁ ἀκαταπόνητος καὶ καλαίσθητος ἐργοστασιάρχης ἀσπρορρούχων τῆς στοᾶς Μελᾶ, τοῦ ὁποίου τὰ ἀσύλληπτα τέχνης ἀσπρόρρουχα τυγχάνουσι πανελληνίου φήμης, κατὰ τὴν ἐφετεινὴν περίοδον προσέφερεν εἰς τὰς κυρίας τὰς καλαισθήτους. <box>752 993 1037 1059</box>
table-value: 254.— <box>374 479 429 492</box>
doctor-2-ad <box>1051 332 1337 469</box>
georgas-name: Χ. ΓΕΩΡΓΑ <box>833 936 955 965</box>
dentist-hours: Δέχεται 8—2, 2—6. <box>1142 1257 1246 1270</box>
table-value: 225.— <box>374 620 429 633</box>
table-row <box>200 479 428 492</box>
table-value: 205.— <box>374 401 429 414</box>
seal-2-top: ΘΕΡΑΠΕΙΑ ΤΗΣ ΣΠΕΡΜΑΤΟΡΡΟΙΑΣ <box>1385 1279 1557 1290</box>
table-row <box>200 273 428 286</box>
table-label: Ἀεριόφωτος Ἀθηνῶν...... <box>201 657 311 669</box>
loans-heading: ΟΜΟΛΟΓΙΑΙ ΕΘΝΙΚ. ΔΑΝΕΙΩΝ <box>237 247 391 259</box>
table-label: Σιδηροδρόμου Π. Α. Π....... <box>201 557 320 569</box>
razis-portrait <box>1351 738 1451 860</box>
